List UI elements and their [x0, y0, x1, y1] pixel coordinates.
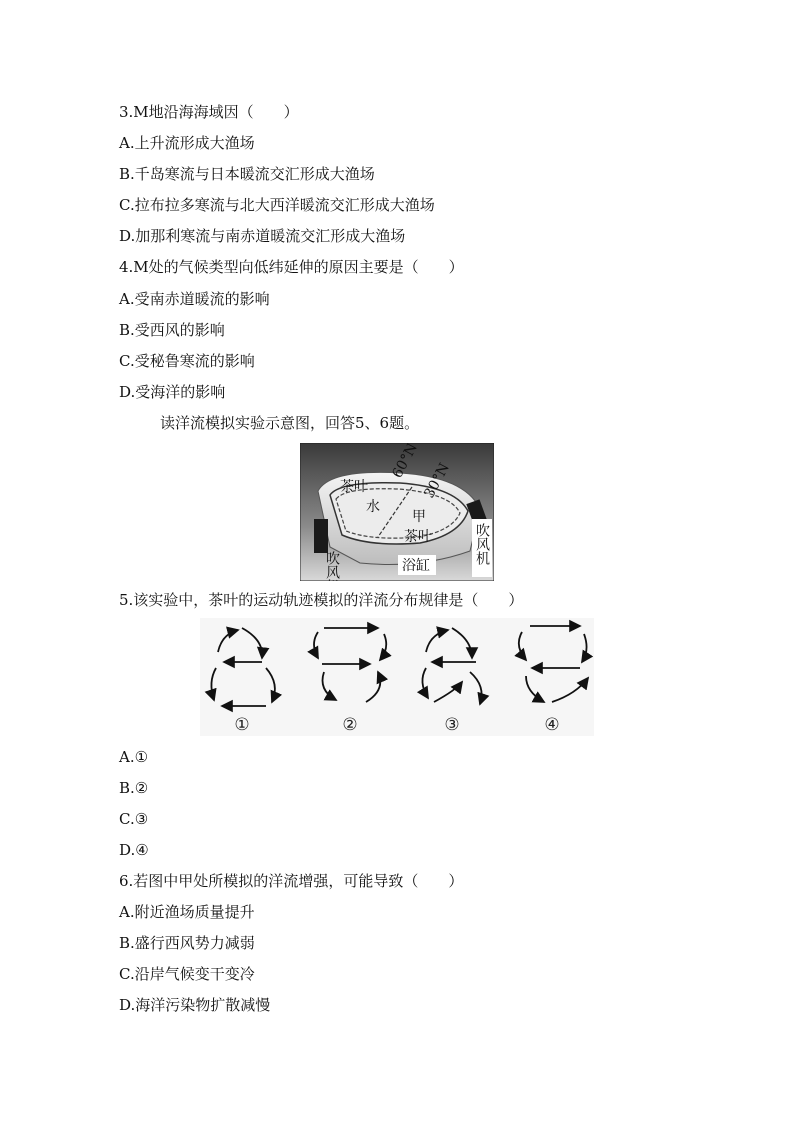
left-blower-icon	[314, 519, 328, 553]
question-5-option-b: B.②	[119, 779, 149, 797]
bathtub-illustration	[300, 443, 494, 581]
question-6-option-b: B.盛行西风势力减弱	[119, 934, 255, 952]
pattern-2	[314, 628, 386, 702]
left-tea-label: 茶叶	[340, 479, 368, 495]
question-4-option-a: A.受南赤道暖流的影响	[119, 290, 270, 308]
question-5-option-d: D.④	[119, 841, 149, 859]
pattern-label-2: ②	[342, 715, 358, 735]
lat-60-label: 60°N	[389, 443, 421, 481]
current-patterns	[200, 618, 594, 736]
jia-label: 甲	[412, 509, 426, 525]
pattern-4	[519, 626, 588, 702]
current-pattern-figure	[200, 618, 594, 736]
question-3-option-d: D.加那利寒流与南赤道暖流交汇形成大渔场	[119, 227, 406, 245]
right-blower-label: 吹风机	[474, 523, 490, 565]
question-5-option-a: A.①	[119, 748, 149, 766]
question-3-option-c: C.拉布拉多寒流与北大西洋暖流交汇形成大渔场	[119, 196, 435, 214]
question-6-option-d: D.海洋污染物扩散减慢	[119, 996, 271, 1014]
question-3-option-a: A.上升流形成大渔场	[119, 134, 255, 152]
question-6-option-a: A.附近渔场质量提升	[119, 903, 255, 921]
lat-30-label: 30°N	[421, 460, 453, 501]
question-4-option-c: C.受秘鲁寒流的影响	[119, 352, 255, 370]
question-3-stem: 3.M地沿海海域因（ ）	[119, 103, 299, 121]
left-blower-label: 吹风机	[324, 551, 340, 581]
question-6-stem: 6.若图中甲处所模拟的洋流增强，可能导致（ ）	[119, 872, 464, 890]
pattern-1	[211, 628, 274, 706]
water-label: 水	[366, 499, 380, 515]
pattern-label-4: ④	[544, 715, 560, 735]
question-4-stem: 4.M处的气候类型向低纬延伸的原因主要是（ ）	[119, 258, 464, 276]
right-tea-label: 茶叶	[404, 529, 432, 545]
question-5-stem: 5.该实验中，茶叶的运动轨迹模拟的洋流分布规律是（ ）	[119, 591, 524, 609]
question-5-option-c: C.③	[119, 810, 149, 828]
pattern-label-1: ①	[234, 715, 250, 735]
pattern-3	[422, 628, 481, 704]
question-6-option-c: C.沿岸气候变干变冷	[119, 965, 255, 983]
bathtub-label: 浴缸	[402, 558, 430, 574]
question-3-option-b: B.千岛寒流与日本暖流交汇形成大渔场	[119, 165, 375, 183]
question-4-option-d: D.受海洋的影响	[119, 383, 226, 401]
figure-intro: 读洋流模拟实验示意图，回答5、6题。	[160, 414, 420, 432]
experiment-figure	[300, 443, 494, 581]
pattern-label-3: ③	[444, 715, 460, 735]
question-4-option-b: B.受西风的影响	[119, 321, 225, 339]
